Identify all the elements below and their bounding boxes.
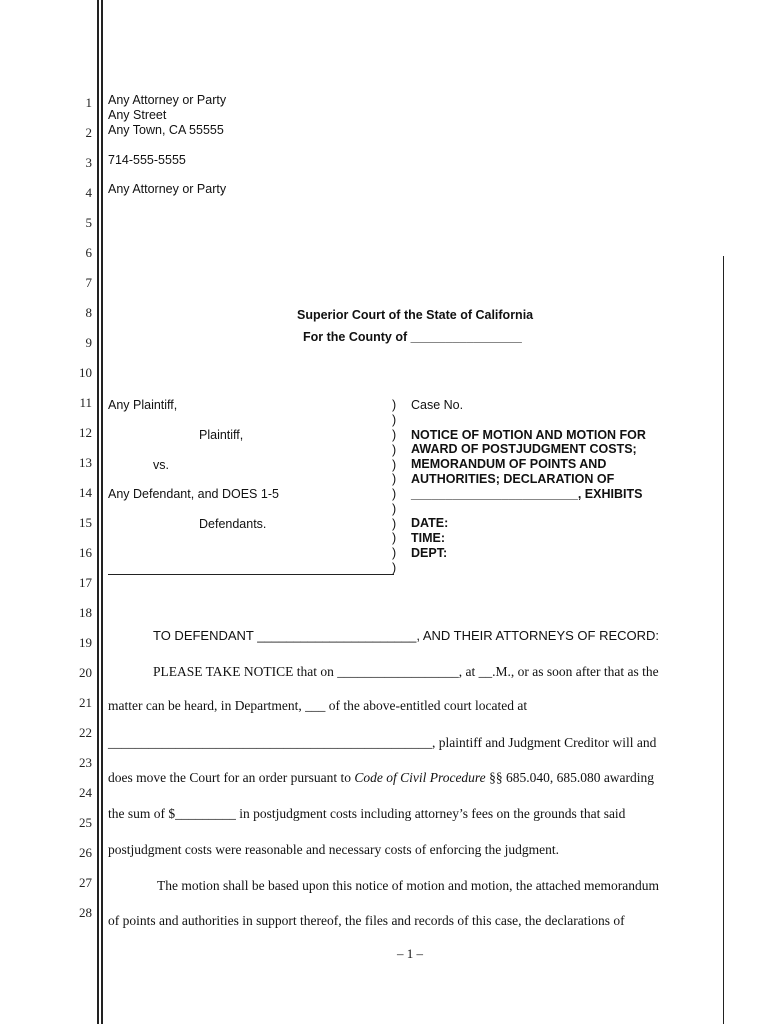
attorney-city: Any Town, CA 55555 [108, 123, 224, 137]
line-number: 18 [79, 605, 92, 620]
line-number: 11 [79, 395, 92, 410]
line-number: 6 [85, 245, 92, 260]
body-line: PLEASE TAKE NOTICE that on __________________, at __.M., or as soon after that as the [153, 664, 659, 679]
body-line-statute [108, 770, 654, 786]
line-number: 19 [79, 635, 92, 650]
caption-paren: ) [392, 413, 397, 427]
attorney-street: Any Street [108, 108, 167, 122]
plaintiff-role: Plaintiff, [199, 428, 244, 442]
line-number: 24 [79, 785, 92, 800]
line-number: 21 [79, 695, 92, 710]
line-number: 17 [79, 575, 92, 590]
line-number: 2 [85, 125, 92, 140]
left-margin-rule-outer [97, 0, 99, 1024]
line-number: 4 [85, 185, 92, 200]
document-title-line: NOTICE OF MOTION AND MOTION FOR [411, 428, 646, 442]
line-number: 25 [79, 815, 92, 830]
body-line: The motion shall be based upon this notice of motion and motion, the attached memorandum [157, 878, 660, 893]
line-number: 5 [85, 215, 92, 230]
line-number: 1 [85, 95, 92, 110]
caption-paren: ) [392, 472, 397, 486]
court-county: For the County of ________________ [303, 330, 522, 344]
document-title-line: AWARD OF POSTJUDGMENT COSTS; [411, 442, 637, 456]
attorney-for-party: Any Attorney or Party [108, 182, 227, 196]
caption-paren: ) [392, 398, 397, 412]
line-number: 15 [79, 515, 92, 530]
caption-paren: ) [392, 517, 397, 531]
body-line: of points and authorities in support thereof, the files and records of this case, the declarations of [108, 913, 625, 928]
line-number: 27 [79, 875, 92, 890]
line-number: 28 [79, 905, 92, 920]
body-line: matter can be heard, in Department, ___ of the above-entitled court located at [108, 698, 528, 713]
caption-paren: ) [392, 458, 397, 472]
defendant-role: Defendants. [199, 517, 267, 531]
line-number: 8 [85, 305, 92, 320]
line-number: 16 [79, 545, 92, 560]
case-number-label: Case No. [411, 398, 464, 412]
caption-paren: ) [392, 443, 397, 457]
caption-paren: ) [392, 546, 397, 560]
hearing-dept-label: DEPT: [411, 546, 448, 560]
body-line: TO DEFENDANT ______________________, AND THEIR ATTORNEYS OF RECORD: [153, 628, 660, 643]
document-title-line: ________________________, EXHIBITS [411, 487, 643, 501]
line-number: 22 [79, 725, 92, 740]
attorney-phone: 714-555-5555 [108, 153, 186, 167]
line-number: 7 [85, 275, 92, 290]
line-number: 20 [79, 665, 92, 680]
body-line: the sum of $_________ in postjudgment costs including attorney’s fees on the grounds that said [108, 806, 626, 821]
line-number: 26 [79, 845, 92, 860]
caption-paren: ) [392, 502, 397, 516]
caption-paren: ) [392, 428, 397, 442]
body-text: does move the Court for an order pursuant to [108, 770, 355, 785]
plaintiff-name: Any Plaintiff, [108, 398, 178, 412]
body-line: ________________________________________________, plaintiff and Judgment Creditor will and [108, 735, 657, 750]
left-margin-rule-inner [101, 0, 103, 1024]
line-number: 12 [79, 425, 92, 440]
document-title-line: MEMORANDUM OF POINTS AND [411, 457, 607, 471]
line-number: 9 [85, 335, 92, 350]
line-number: 23 [79, 755, 92, 770]
court-name: Superior Court of the State of California [297, 308, 534, 322]
line-number: 13 [79, 455, 92, 470]
caption-underline [108, 574, 394, 575]
hearing-date-label: DATE: [411, 516, 449, 530]
caption-paren: ) [392, 561, 397, 575]
line-number: 3 [85, 155, 92, 170]
line-number: 14 [79, 485, 92, 500]
right-margin-rule [723, 256, 724, 1024]
hearing-time-label: TIME: [411, 531, 446, 545]
versus-label: vs. [153, 458, 169, 472]
document-title-line: AUTHORITIES; DECLARATION OF [411, 472, 615, 486]
line-number: 10 [79, 365, 92, 380]
caption-paren: ) [392, 531, 397, 545]
defendant-name: Any Defendant, and DOES 1-5 [108, 487, 279, 501]
page-number: – 1 – [397, 946, 423, 961]
caption-paren: ) [392, 487, 397, 501]
attorney-name: Any Attorney or Party [108, 93, 227, 107]
body-text: §§ 685.040, 685.080 awarding [485, 770, 655, 785]
statute-citation: Code of Civil Procedure [354, 770, 486, 785]
body-line: postjudgment costs were reasonable and necessary costs of enforcing the judgment. [108, 842, 559, 857]
